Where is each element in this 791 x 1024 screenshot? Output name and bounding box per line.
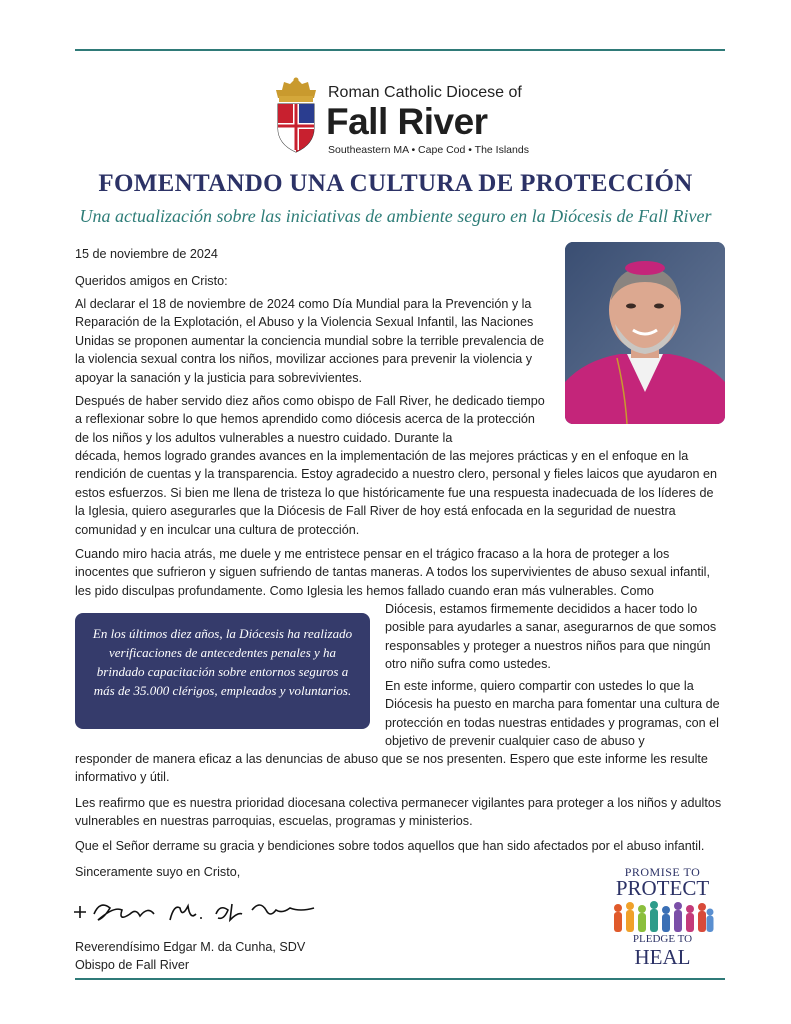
diocese-logo [266,72,546,160]
diocese-crest-icon [270,76,322,154]
org-name-line1: Roman Catholic Diocese of [328,84,522,101]
letter-paragraph-4b: responder de manera eficaz a las denuncias de abuso que se nos presenten. Espero que este informe les resulte informativo y útil. [75,752,708,785]
callout-text: En los últimos diez años, la Diócesis ha realizado verificaciones de antecedentes penales y ha brindado capacitación sobre entornos seguros a más de 35.000 clérigos, empleados y voluntarios. [92,626,353,698]
badge-line-1: PROMISE TO [624,865,701,879]
letter-paragraph-5: Les reafirmo que es nuestra prioridad diocesana colectiva permanecer vigilantes para proteger a los niños y adultos vulnerables en nuestras parroquias, escuelas, programas y ministerios. [75,796,722,829]
page-subtitle: Una actualización sobre las iniciativas de ambiente seguro en la Diócesis de Fall River [79,206,712,226]
signer-title: Obispo de Fall River [75,958,190,972]
badge-line-4: HEAL [634,945,691,969]
letter-paragraph-4a: En este informe, quiero compartir con ustedes lo que la Diócesis ha puesto en marcha para fomentar una cultura de protección en todas nuestras entidades y programas, con el objetivo de prevenir cualquier caso de abuso y [385,679,720,749]
bottom-rule [75,978,725,980]
people-figures-icon [610,900,715,934]
letter-date: 15 de noviembre de 2024 [75,247,218,261]
promise-to-protect-badge [605,865,720,970]
handwritten-signature [70,896,320,928]
top-rule [75,49,725,51]
letter-paragraph-3b: Diócesis, estamos firmemente decididos a hacer todo lo posible para ayudarles a sanar, asegurarnos de que somos responsables y proteger a nuestros niños para que ningún otro niño sufra como ustedes. [385,602,717,672]
letter-closing: Sinceramente suyo en Cristo, [75,865,241,879]
bishop-portrait [565,242,725,424]
letter-salutation: Queridos amigos en Cristo: [75,274,228,288]
org-region: Southeastern MA • Cape Cod • The Islands [328,144,529,156]
org-name-main: Fall River [326,101,488,142]
letter-paragraph-2b: década, hemos logrado grandes avances en la implementación de las mejores prácticas y en el enfoque en la rendición de cuentas y la transparencia. Estoy agradecido a nuestro clero, personal y fieles laicos que ayudaron en estos esfuerzos. Si bien me llena de tristeza lo que históricamente fue una respuesta inadecuada de los líderes de la Iglesia, quiero asegurarles que la Diócesis de Fall River de hoy está enfocada en la seguridad de nuestra comunidad y en inculcar una cultura de protección. [75,449,717,537]
badge-line-2: PROTECT [615,876,710,900]
letter-paragraph-1: Al declarar el 18 de noviembre de 2024 como Día Mundial para la Prevención y la Reparación de la Explotación, el Abuso y la Violencia Sexual Infantil, las Naciones Unidas se proponen aumentar la conciencia mundial sobre la terrible prevalencia de la violencia sexual contra los niños, movilizar acciones para prevenir la violencia y apoyar la sanación y la justicia para sobrevivientes. [75,297,545,385]
letter-paragraph-2a: Después de haber servido diez años como obispo de Fall River, he dedicado tiempo a reflexionar sobre lo que hemos aprendido como diócesis acerca de la protección de los niños y los adultos vulnerables a nuestro cuidado. Durante la [75,394,545,445]
page-title: FOMENTANDO UNA CULTURA DE PROTECCIÓN [98,170,693,197]
letter-paragraph-6: Que el Señor derrame su gracia y bendiciones sobre todos aquellos que han sido afectados por el abuso infantil. [75,839,705,853]
bishop-portrait-image [565,242,725,424]
letter-paragraph-3a: Cuando miro hacia atrás, me duele y me entristece pensar en el trágico fracaso a la hora de proteger a los inocentes que sufrieron y siguen sufriendo de tantas maneras. A todos los supervivientes de abuso sexual infantil, les pido disculpas profundamente. Como Iglesia les hemos fallado cuando eran más vulnerables. Como [75,547,710,598]
badge-line-3: PLEDGE TO [632,933,693,945]
signer-name: Reverendísimo Edgar M. da Cunha, SDV [75,940,306,954]
